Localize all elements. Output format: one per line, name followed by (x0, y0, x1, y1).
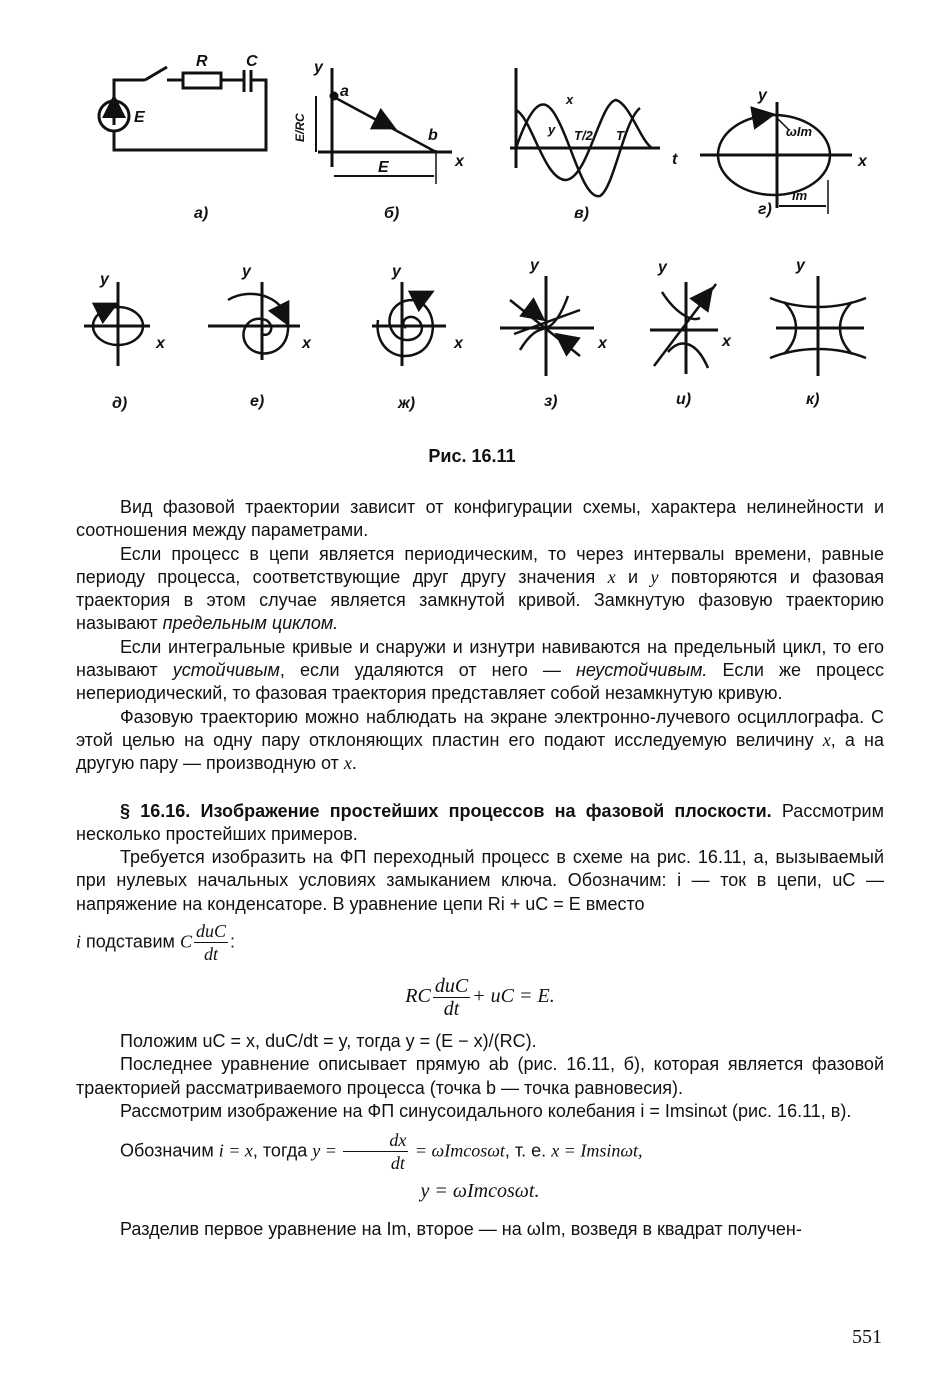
panel-label-v: в) (574, 205, 589, 222)
label-g-omega-im: ωIm (786, 124, 813, 139)
equation-1: RC $\frac{\text{duC}}{dt}$ + uC = E. (405, 975, 555, 1021)
panel-z-node (500, 276, 594, 376)
section-heading: § 16.16. Изображение простейших процессов на фазовой плоскости. Рассмотрим несколько простейших примеров. (76, 800, 884, 844)
panel-label-z: з) (544, 393, 558, 410)
label-z-x: x (598, 335, 607, 352)
panel-label-k: к) (806, 391, 820, 408)
label-g-y: y (758, 87, 767, 104)
paragraph: Требуется изобразить на ФП переходный процесс в схеме на рис. 16.11, а, вызываемый при нулевых начальных условиях замыканием ключа. Обозначим: i — ток в цепи, uC — напряжение на конденсаторе. В уравнение цепи Ri + uC = E вместо (76, 847, 884, 914)
fraction: $\frac{\text{duC}}{dt}$ (195, 921, 226, 965)
paragraph: Обозначим i = x, тогда y = $\frac{dx}{dt}$ = ωImcosωt, т. е. x = Imsinωt, (120, 1130, 643, 1174)
label-b-y: y (314, 59, 323, 76)
paragraph: Рассмотрим изображение на ФП синусоидального колебания i = Imsinωt (рис. 16.11, в). (120, 1100, 852, 1121)
panel-label-a: а) (194, 205, 209, 222)
equation-2: y = ωImcosωt. (420, 1180, 540, 1203)
label-b-b: b (428, 127, 438, 144)
circuit-diagram (99, 67, 266, 150)
label-v-t2: T/2 (574, 128, 593, 143)
label-zh-x: x (454, 335, 463, 352)
label-e-x: x (302, 335, 311, 352)
label-circuit-c: C (246, 53, 258, 70)
label-b-x: x (455, 153, 464, 170)
label-g-im: Im (792, 188, 808, 203)
paragraph: Последнее уравнение описывает прямую ab (рис. 16.11, б), которая является фазовой траекторией рассматриваемого процесса (точка b — точка равновесия). (76, 1054, 884, 1098)
paragraph: i подставим C $\frac{\text{duC}}{dt}$ : (76, 921, 235, 965)
figure-caption: Рис. 16.11 (428, 446, 516, 466)
paragraph: Фазовую траекторию можно наблюдать на экране электронно-лучевого осциллографа. С этой целью на одну пару отклоняющих пластин его подают исследуемую величину x, а на другую пару — производную от x. (76, 706, 884, 774)
paragraph: Положим uC = x, duC/dt = y, тогда y = (E − x)/(RC). (120, 1031, 537, 1052)
paragraph: Если процесс в цепи является периодическим, то через интервалы времени, равные периоду процесса, соответствующие друг другу значения x и y повторяются и фазовая траектория в этом случае является замкнутой кривой. Замкнутую фазовую траекторию называют предельным циклом. (76, 543, 884, 634)
paragraph: Если интегральные кривые и снаружи и изнутри навиваются на предельный цикл, то его называют устойчивым, если удаляются от него — неустойчивым. Если же процесс непериодический, то фазовая траектория представляет собой незамкнутую кривую. (76, 636, 884, 704)
paragraph: Разделив первое уравнение на Im, второе — на ωIm, возведя в квадрат получен- (120, 1218, 802, 1239)
panel-label-zh: ж) (398, 395, 416, 412)
label-circuit-e: E (134, 109, 145, 126)
label-d-x: x (156, 335, 165, 352)
panel-zh-focus (372, 282, 446, 366)
panel-d-center (84, 282, 150, 366)
page-body (76, 496, 884, 1241)
label-v-x: x (566, 92, 574, 107)
label-b-e: E (378, 159, 389, 176)
section-title: § 16.16. Изображение простейших процессов на фазовой плоскости. (120, 800, 772, 821)
label-circuit-r: R (196, 53, 208, 70)
panel-label-i: и) (676, 391, 692, 408)
label-i-y: y (658, 259, 667, 276)
panel-label-e: е) (250, 393, 265, 410)
label-i-x: x (722, 333, 731, 350)
label-zh-y: y (392, 263, 401, 280)
panel-label-d: д) (112, 395, 128, 412)
term-limit-cycle: предельным циклом. (162, 613, 339, 634)
panel-e-focus (208, 282, 300, 360)
page-number: 551 (852, 1326, 882, 1348)
panel-g-plot (700, 102, 852, 214)
panel-label-g: г) (758, 201, 772, 218)
label-d-y: y (100, 271, 109, 288)
label-z-y: y (530, 257, 539, 274)
label-g-x: x (858, 153, 867, 170)
label-v-t-period: T (616, 128, 624, 143)
label-b-e-over-rc: E/RC (293, 113, 307, 142)
paragraph: Вид фазовой траектории зависит от конфигурации схемы, характера нелинейности и соотношения между параметрами. (76, 497, 884, 541)
label-b-a: a (340, 83, 349, 100)
label-k-y: y (796, 257, 805, 274)
panel-k-saddle (770, 276, 866, 376)
label-v-y: y (548, 122, 556, 137)
label-e-y: y (242, 263, 251, 280)
figure-16-11 (0, 0, 944, 440)
label-v-t: t (672, 151, 678, 168)
panel-i-plot (650, 282, 718, 374)
panel-label-b: б) (384, 205, 400, 222)
